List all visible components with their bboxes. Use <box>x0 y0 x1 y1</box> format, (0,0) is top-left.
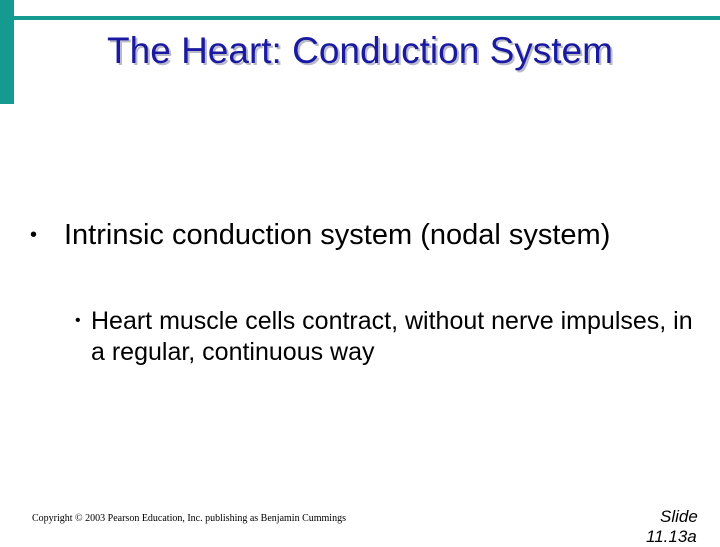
bullet-item <box>30 218 670 252</box>
slide-number: 11.13a <box>646 527 697 546</box>
copyright-notice: Copyright © 2003 Pearson Education, Inc. publishing as Benjamin Cummings <box>32 513 346 524</box>
sub-bullet-text: Heart muscle cells contract, without nerve impulses, in a regular, continuous way <box>91 307 693 366</box>
sub-bullet-marker-icon: • <box>75 312 81 329</box>
accent-bar-top <box>14 16 720 20</box>
bullet-marker-icon: • <box>30 224 38 246</box>
bullet-text: Intrinsic conduction system (nodal system) <box>64 219 611 251</box>
slide-title: The Heart: Conduction System <box>107 30 613 71</box>
sub-bullet-item <box>75 306 695 368</box>
slide-label: Slide <box>660 507 698 526</box>
